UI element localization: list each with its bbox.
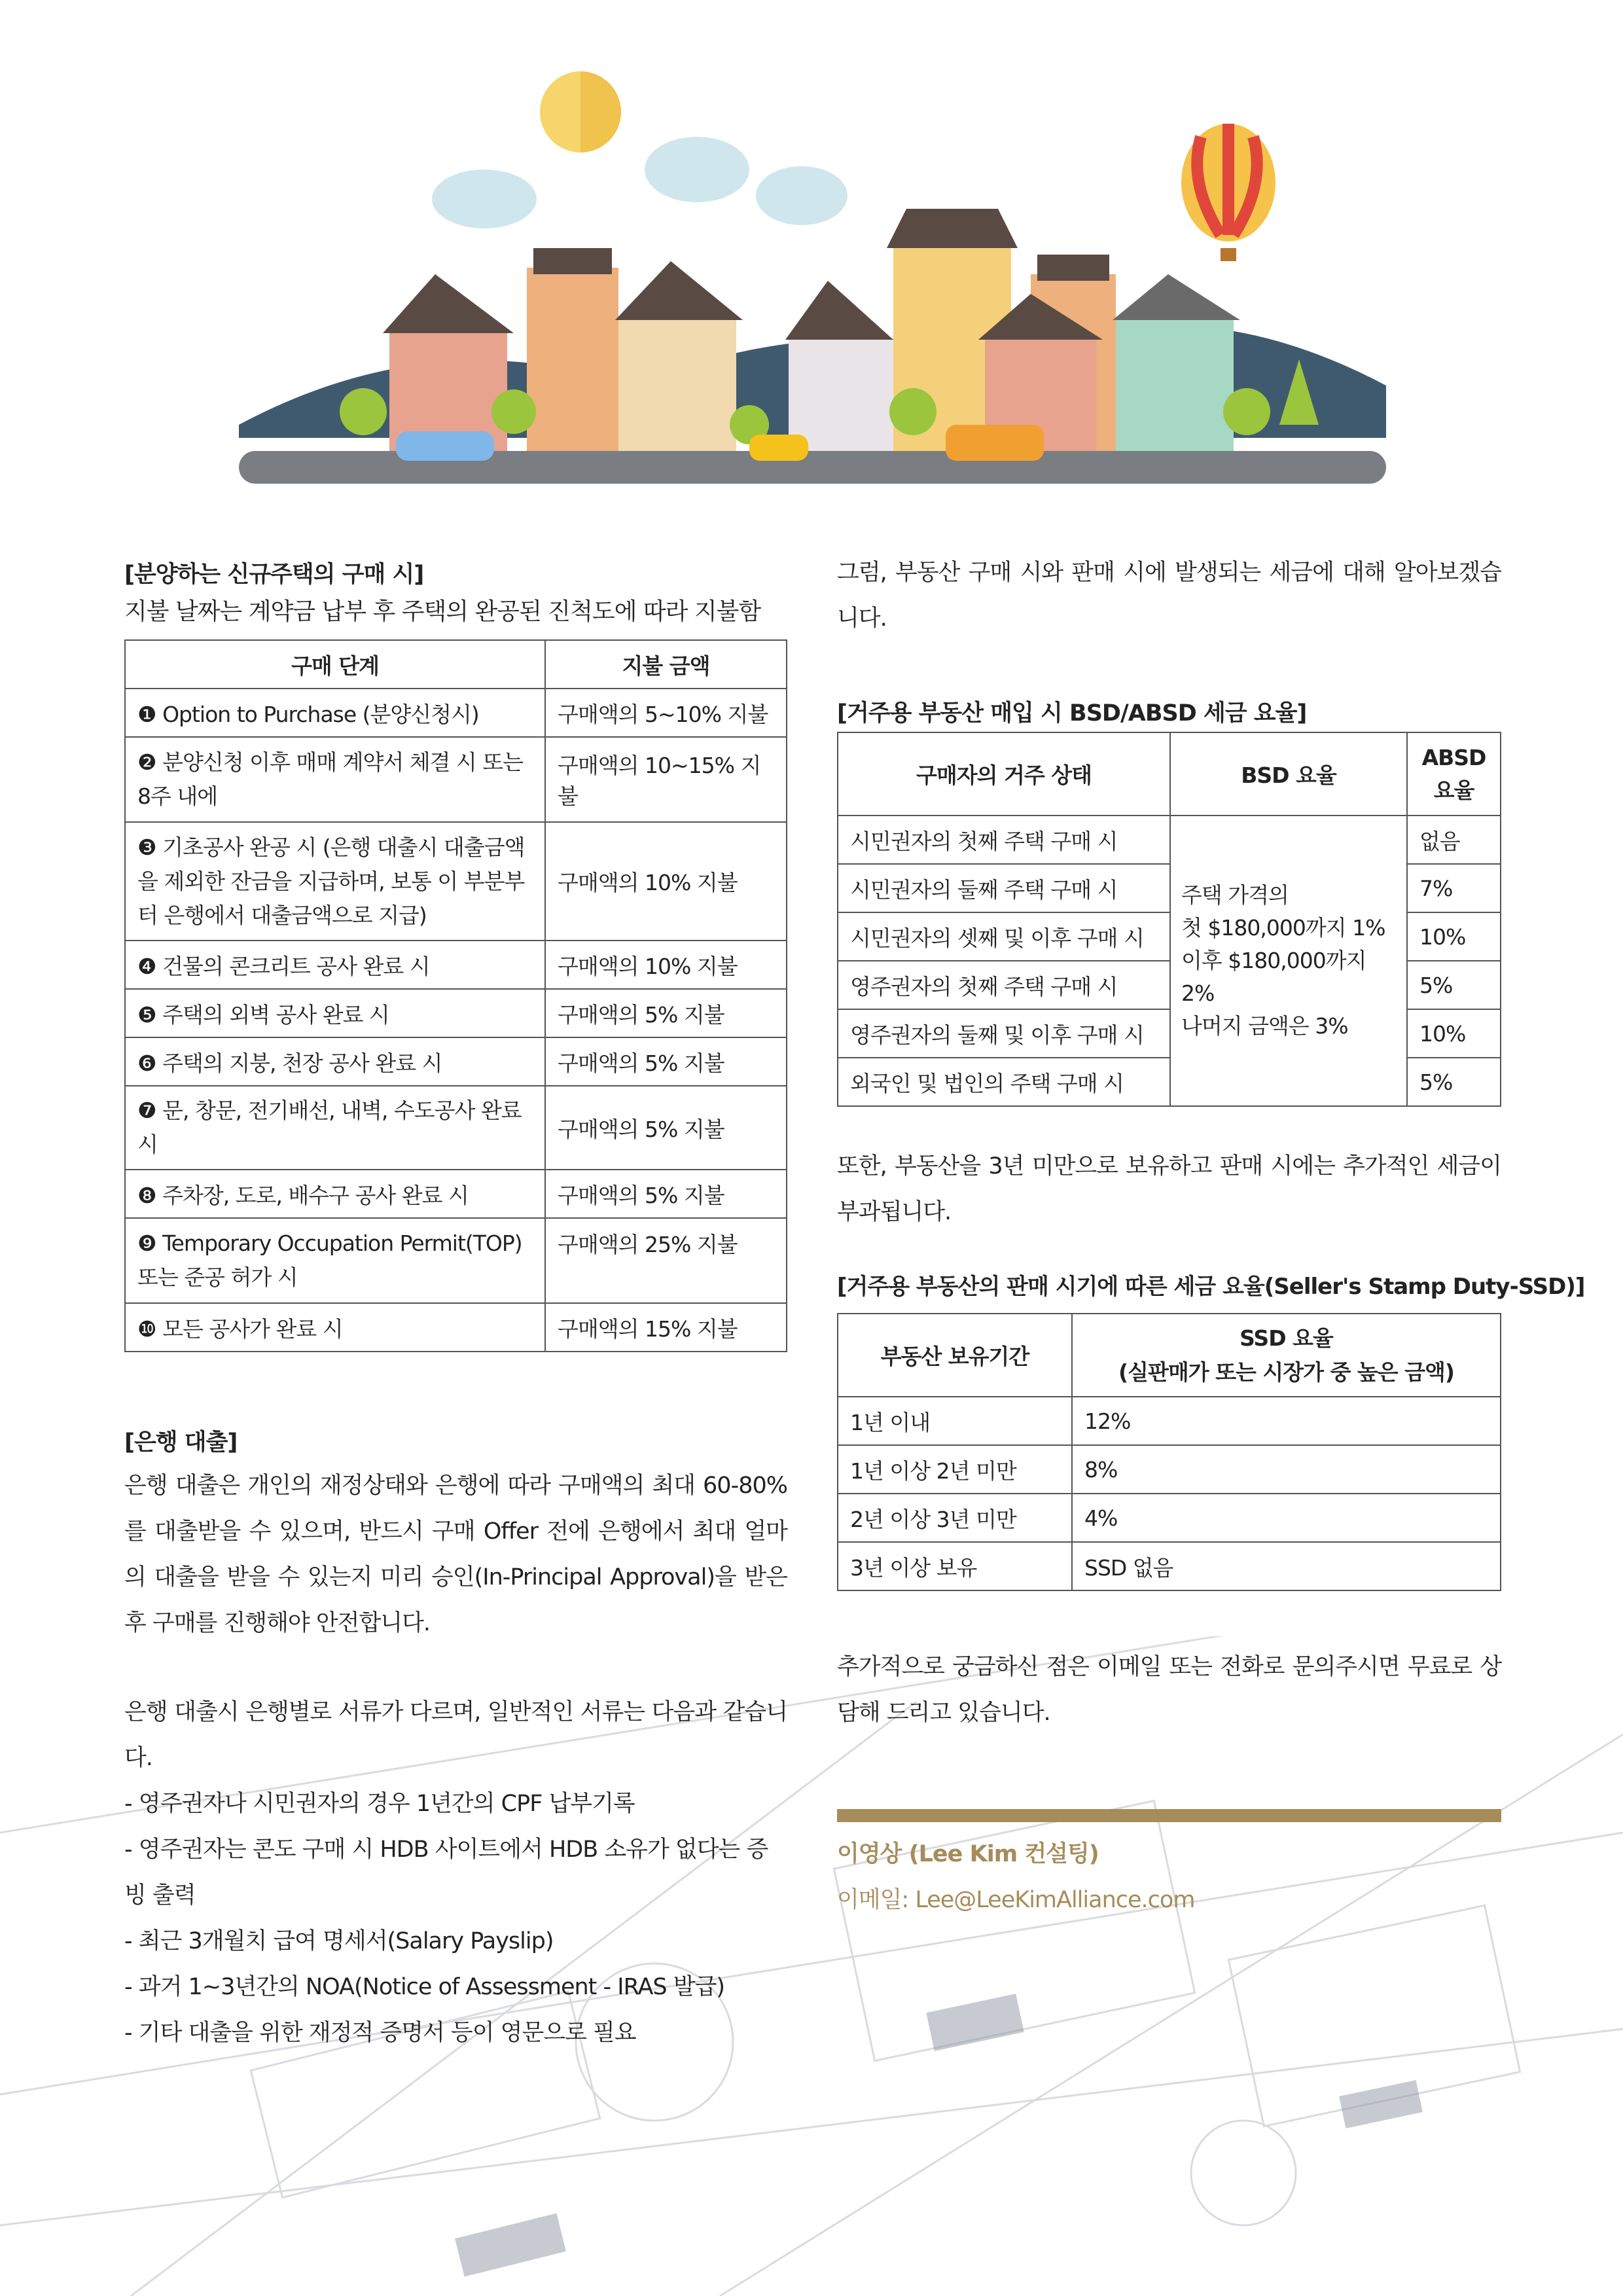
amount-cell: 구매액의 5% 지불 (545, 1037, 787, 1086)
absd-cell: 5% (1407, 961, 1501, 1009)
table-row (838, 1445, 1501, 1494)
bsd-absd-heading: [거주용 부동산 매입 시 BSD/ABSD 세금 요율] (837, 700, 1307, 726)
city-illustration (239, 58, 1386, 486)
closing-paragraph: 추가적으로 궁금하신 점은 이메일 또는 전화로 문의주시면 무료로 상담해 드리고 있습니다. (837, 1654, 1501, 1726)
column-header: SSD 요율 (실판매가 또는 시장가 중 높은 금액) (1072, 1314, 1501, 1397)
table-row (838, 816, 1501, 864)
loan-documents-list (124, 1781, 779, 2056)
amount-cell: 구매액의 5% 지불 (545, 1086, 787, 1170)
column-header: ABSD 요율 (1407, 732, 1501, 816)
list-item: - 과거 1~3년간의 NOA(Notice of Assessment - IRAS 발급) (124, 1974, 725, 2000)
stage-cell: ❷ 분양신청 이후 매매 계약서 체결 시 또는 8주 내에 (125, 737, 545, 822)
table-row (125, 941, 787, 989)
contact-email-link[interactable]: 이메일: Lee@LeeKimAlliance.com (837, 1887, 1195, 1913)
amount-cell: 구매액의 5~10% 지불 (545, 689, 787, 737)
list-item: - 영주권자는 콘도 구매 시 HDB 사이트에서 HDB 소유가 없다는 증빙 출력 (124, 1837, 768, 1909)
contact-name: 이영상 (Lee Kim 컨설팅) (837, 1841, 1099, 1867)
bank-loan-paragraph: 은행 대출은 개인의 재정상태와 은행에 따라 구매액의 최대 60-80%를 대출받을 수 있으며, 반드시 구매 Offer 전에 은행에서 최대 얼마의 대출을 받을 수 있는지 미리 승인(In-Principal Approval)을 받은 후 구매를 진행해야 안전합니다. (124, 1473, 787, 1636)
stage-cell: ❽ 주차장, 도로, 배수구 공사 완료 시 (125, 1170, 545, 1218)
residency-cell: 시민권자의 첫째 주택 구매 시 (838, 816, 1170, 864)
period-cell: 2년 이상 3년 미만 (838, 1494, 1072, 1542)
ssd-rate-cell: 8% (1072, 1445, 1501, 1494)
sun-icon (540, 71, 621, 152)
new-home-purchase-heading: [분양하는 신규주택의 구매 시] (124, 562, 424, 588)
column-header: 구매자의 거주 상태 (838, 732, 1170, 816)
loan-documents-intro: 은행 대출시 은행별로 서류가 다르며, 일반적인 서류는 다음과 같습니다. (124, 1699, 787, 1771)
absd-cell: 없음 (1407, 816, 1501, 864)
stage-cell: ❶ Option to Purchase (분양신청시) (125, 689, 545, 737)
table-row (838, 1494, 1501, 1542)
absd-cell: 5% (1407, 1058, 1501, 1106)
table-row (838, 1397, 1501, 1445)
column-header: 구매 단계 (125, 640, 545, 689)
residency-cell: 외국인 및 법인의 주택 구매 시 (838, 1058, 1170, 1106)
stage-cell: ❸ 기초공사 완공 시 (은행 대출시 대출금액을 제외한 잔금을 지급하며, 보통 이 부분부터 은행에서 대출금액으로 지급) (125, 822, 545, 941)
stage-cell: ❼ 문, 창문, 전기배선, 내벽, 수도공사 완료 시 (125, 1086, 545, 1170)
ssd-heading: [거주용 부동산의 판매 시기에 따른 세금 요율(Seller's Stamp Duty-SSD)] (837, 1274, 1585, 1300)
period-cell: 1년 이내 (838, 1397, 1072, 1445)
hot-air-balloon-icon (1181, 124, 1275, 261)
amount-cell: 구매액의 5% 지불 (545, 1170, 787, 1218)
amount-cell: 구매액의 5% 지불 (545, 989, 787, 1037)
amount-cell: 구매액의 15% 지불 (545, 1303, 787, 1352)
tax-intro-paragraph: 그럼, 부동산 구매 시와 판매 시에 발생되는 세금에 대해 알아보겠습니다. (837, 560, 1501, 632)
bsd-absd-table (837, 732, 1501, 1107)
bank-loan-heading: [은행 대출] (124, 1429, 238, 1456)
amount-cell: 구매액의 10% 지불 (545, 822, 787, 941)
stage-cell: ❺ 주택의 외벽 공사 완료 시 (125, 989, 545, 1037)
table-row (125, 822, 787, 941)
stage-cell: ❾ Temporary Occupation Permit(TOP) 또는 준공 허가 시 (125, 1218, 545, 1303)
table-row (125, 1218, 787, 1303)
bsd-rate-cell: 주택 가격의 첫 $180,000까지 1% 이후 $180,000까지 2% 나머지 금액은 3% (1170, 816, 1407, 1106)
column-header: BSD 요율 (1170, 732, 1407, 816)
table-row (125, 689, 787, 737)
residency-cell: 시민권자의 셋째 및 이후 구매 시 (838, 912, 1170, 961)
stage-cell: ❹ 건물의 콘크리트 공사 완료 시 (125, 941, 545, 989)
list-item: - 영주권자나 시민권자의 경우 1년간의 CPF 납부기록 (124, 1791, 635, 1817)
amount-cell: 구매액의 10~15% 지불 (545, 737, 787, 822)
column-header: 부동산 보유기간 (838, 1314, 1072, 1397)
cloud-icon (432, 137, 847, 228)
residency-cell: 영주권자의 첫째 주택 구매 시 (838, 961, 1170, 1009)
column-header: 지불 금액 (545, 640, 787, 689)
amount-cell: 구매액의 25% 지불 (545, 1218, 787, 1303)
table-row (125, 1037, 787, 1086)
ssd-rate-cell: SSD 없음 (1072, 1542, 1501, 1590)
stage-cell: ❿ 모든 공사가 완료 시 (125, 1303, 545, 1352)
ssd-rate-cell: 12% (1072, 1397, 1501, 1445)
payment-subtitle: 지불 날짜는 계약금 납부 후 주택의 완공된 진척도에 따라 지불함 (124, 598, 761, 625)
table-row (125, 1170, 787, 1218)
absd-cell: 10% (1407, 1009, 1501, 1058)
ssd-table (837, 1313, 1501, 1591)
stage-cell: ❻ 주택의 지붕, 천장 공사 완료 시 (125, 1037, 545, 1086)
residency-cell: 영주권자의 둘째 및 이후 구매 시 (838, 1009, 1170, 1058)
absd-cell: 7% (1407, 864, 1501, 912)
table-row (125, 1086, 787, 1170)
accent-divider (837, 1809, 1501, 1822)
ssd-intro-paragraph: 또한, 부동산을 3년 미만으로 보유하고 판매 시에는 추가적인 세금이 부과됩니다. (837, 1153, 1501, 1225)
list-item: - 최근 3개월치 급여 명세서(Salary Payslip) (124, 1928, 554, 1954)
table-row (125, 737, 787, 822)
residency-cell: 시민권자의 둘째 주택 구매 시 (838, 864, 1170, 912)
payment-schedule-table (124, 639, 787, 1352)
amount-cell: 구매액의 10% 지불 (545, 941, 787, 989)
ssd-rate-cell: 4% (1072, 1494, 1501, 1542)
absd-cell: 10% (1407, 912, 1501, 961)
period-cell: 3년 이상 보유 (838, 1542, 1072, 1590)
list-item: - 기타 대출을 위한 재정적 증명서 등이 영문으로 필요 (124, 2020, 636, 2046)
table-row (838, 1542, 1501, 1590)
table-row (125, 1303, 787, 1352)
period-cell: 1년 이상 2년 미만 (838, 1445, 1072, 1494)
table-row (125, 989, 787, 1037)
